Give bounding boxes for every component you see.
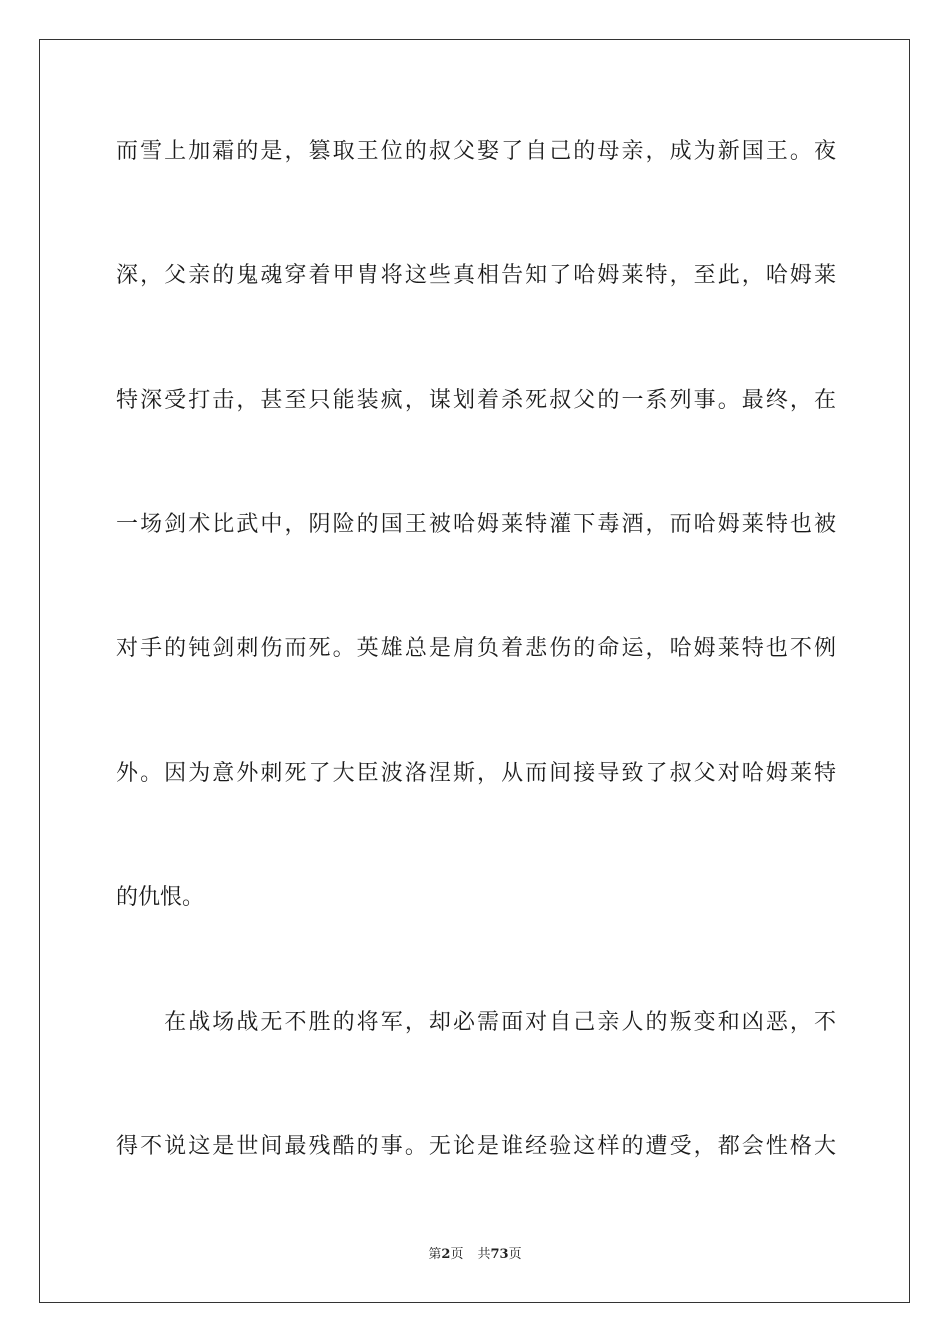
paragraph-line: 而雪上加霜的是，篡取王位的叔父娶了自己的母亲，成为新国王。夜 — [116, 139, 836, 164]
paragraph-line: 一场剑术比武中，阴险的国王被哈姆莱特灌下毒酒，而哈姆莱特也被 — [116, 512, 836, 537]
paragraph-line: 特深受打击，甚至只能装疯，谋划着杀死叔父的一系列事。最终，在 — [116, 388, 836, 413]
page-border — [39, 39, 910, 1303]
paragraph-line: 外。因为意外刺死了大臣波洛涅斯，从而间接导致了叔父对哈姆莱特 — [116, 761, 836, 786]
total-prefix: 共 — [477, 1247, 491, 1262]
paragraph-line: 在战场战无不胜的将军，却必需面对自己亲人的叛变和凶恶，不 — [116, 1010, 836, 1035]
paragraph-line: 得不说这是世间最残酷的事。无论是谁经验这样的遭受，都会性格大 — [116, 1134, 836, 1159]
page-prefix: 第 — [428, 1247, 442, 1262]
page-number: 2 — [441, 1247, 451, 1262]
paragraph-line: 对手的钝剑刺伤而死。英雄总是肩负着悲伤的命运，哈姆莱特也不例 — [116, 636, 836, 661]
page-footer — [0, 1246, 950, 1264]
paragraph-line: 的仇恨。 — [116, 885, 205, 910]
page-suffix: 页 — [450, 1247, 464, 1262]
total-suffix: 页 — [508, 1247, 522, 1262]
total-pages: 73 — [490, 1247, 509, 1262]
paragraph-line: 深，父亲的鬼魂穿着甲胄将这些真相告知了哈姆莱特，至此，哈姆莱 — [116, 263, 836, 288]
